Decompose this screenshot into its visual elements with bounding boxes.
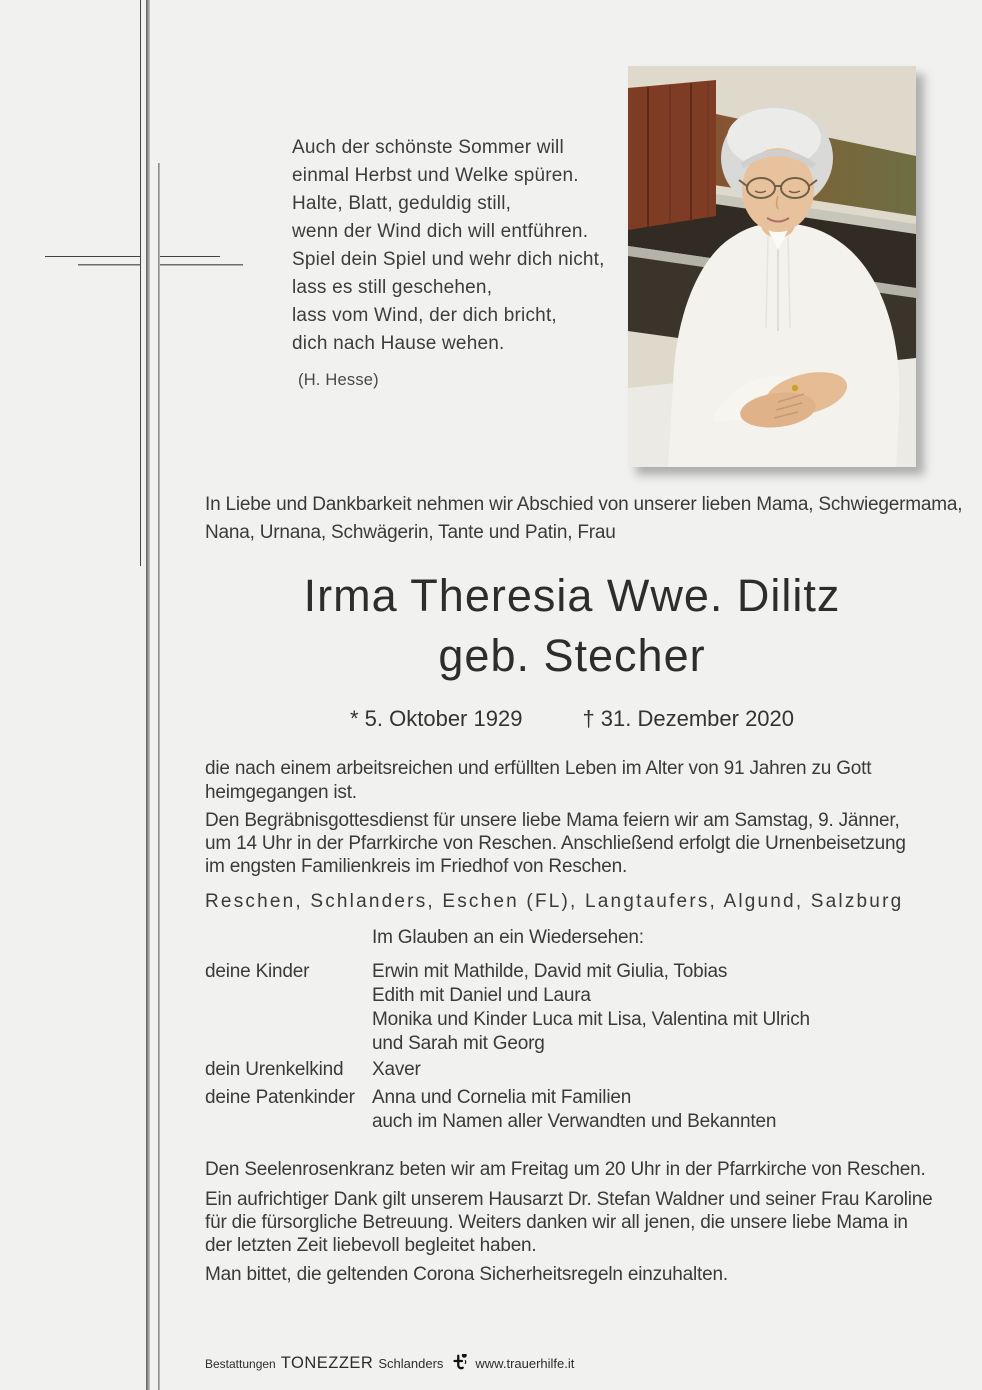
intro-line: In Liebe und Dankbarkeit nehmen wir Abschied von unserer lieben Mama, Schwiegermama, — [205, 494, 963, 515]
family-name-line: Erwin mit Mathilde, David mit Giulia, Tobias — [372, 961, 728, 982]
trauerhilfe-logo-icon — [453, 1354, 468, 1376]
cross-horizontal-line-lower-left — [78, 264, 140, 266]
paragraph-line: die nach einem arbeitsreichen und erfüllten Leben im Alter von 91 Jahren zu Gott — [205, 758, 872, 779]
poem-attribution: (H. Hesse) — [298, 371, 379, 389]
paragraph-corona: Man bittet, die geltenden Corona Sicherheitsregeln einzuhalten. — [205, 1264, 728, 1285]
cross-horizontal-line-lower-right — [160, 264, 243, 266]
poem-line: Spiel dein Spiel und wehr dich nicht, — [292, 249, 605, 270]
paragraph-line: heimgegangen ist. — [205, 782, 357, 803]
paragraph-rosary: Den Seelenrosenkranz beten wir am Freitag um 20 Uhr in der Pfarrkirche von Reschen. — [205, 1159, 926, 1180]
poem — [292, 134, 605, 394]
poem-line: dich nach Hause wehen. — [292, 333, 505, 354]
funeral-home-brand: TONEZZER — [280, 1354, 374, 1372]
death-date: † 31. Dezember 2020 — [582, 706, 795, 731]
paragraph-line: um 14 Uhr in der Pfarrkirche von Reschen. Anschließend erfolgt die Urnenbeisetzung — [205, 833, 906, 854]
portrait-photo — [628, 66, 916, 467]
family-name-line: Xaver — [372, 1059, 421, 1080]
paragraph-line: der letzten Zeit liebevoll begleitet haben. — [205, 1235, 537, 1256]
poem-line: Halte, Blatt, geduldig still, — [292, 193, 512, 214]
faith-line: Im Glauben an ein Wiedersehen: — [372, 927, 644, 948]
paragraph-line: für die fürsorgliche Betreuung. Weiters danken wir all jenen, die unsere liebe Mama in — [205, 1212, 908, 1233]
cross-vertical-line-offset — [158, 163, 160, 1390]
website-text: www.trauerhilfe.it — [475, 1356, 575, 1371]
family-row — [205, 1086, 810, 1110]
paragraph-line: Ein aufrichtiger Dank gilt unserem Hausarzt Dr. Stefan Waldner und seiner Frau Karoline — [205, 1189, 933, 1210]
paragraph-line: im engsten Familienkreis im Friedhof von Reschen. — [205, 856, 628, 877]
cross-horizontal-line-upper-right — [160, 256, 220, 257]
family-row — [205, 1058, 810, 1082]
poem-line: einmal Herbst und Welke spüren. — [292, 165, 579, 186]
cross-vertical-line-thin — [140, 0, 141, 566]
intro-line: Nana, Urnana, Schwägerin, Tante und Patin, Frau — [205, 522, 616, 543]
family-section — [205, 960, 810, 1110]
footer — [205, 1354, 574, 1376]
cross-horizontal-line-upper-left — [45, 256, 140, 257]
life-dates — [102, 705, 982, 733]
family-label: deine Kinder — [205, 961, 310, 982]
family-label: deine Patenkinder — [205, 1087, 355, 1108]
family-names — [372, 960, 810, 1056]
intro-paragraph — [205, 491, 962, 547]
family-name-line: Anna und Cornelia mit Familien — [372, 1087, 632, 1108]
family-label: dein Urenkelkind — [205, 1059, 344, 1080]
portrait-illustration — [628, 66, 916, 467]
family-row — [205, 960, 810, 1056]
poem-line: lass vom Wind, der dich bricht, — [292, 305, 557, 326]
paragraph-thanks — [205, 1188, 932, 1257]
places-line: Reschen, Schlanders, Eschen (FL), Langtaufers, Algund, Salzburg — [205, 891, 904, 912]
paragraph-funeral — [205, 809, 906, 878]
family-name-line: Monika und Kinder Luca mit Lisa, Valentina mit Ulrich — [372, 1009, 810, 1030]
also-in-name-line: auch im Namen aller Verwandten und Bekannten — [372, 1111, 777, 1132]
deceased-name — [102, 566, 982, 686]
poem-line: lass es still geschehen, — [292, 277, 493, 298]
deceased-name-line2: geb. Stecher — [438, 630, 706, 681]
funeral-home-prefix: Bestattungen — [205, 1357, 276, 1371]
family-name-line: und Sarah mit Georg — [372, 1033, 545, 1054]
deceased-name-line1: Irma Theresia Wwe. Dilitz — [303, 570, 841, 621]
family-names — [372, 1086, 631, 1110]
poem-line: Auch der schönste Sommer will — [292, 137, 564, 158]
poem-line: wenn der Wind dich will entführen. — [292, 221, 589, 242]
funeral-home-city: Schlanders — [378, 1356, 444, 1371]
family-name-line: Edith mit Daniel und Laura — [372, 985, 591, 1006]
family-names — [372, 1058, 421, 1082]
cross-vertical-line-main — [146, 0, 150, 1390]
birth-date: * 5. Oktober 1929 — [349, 706, 523, 731]
wood-plank-left — [628, 80, 716, 230]
paragraph-line: Den Begräbnisgottesdienst für unsere liebe Mama feiern wir am Samstag, 9. Jänner, — [205, 810, 900, 831]
paragraph-passing — [205, 757, 871, 805]
